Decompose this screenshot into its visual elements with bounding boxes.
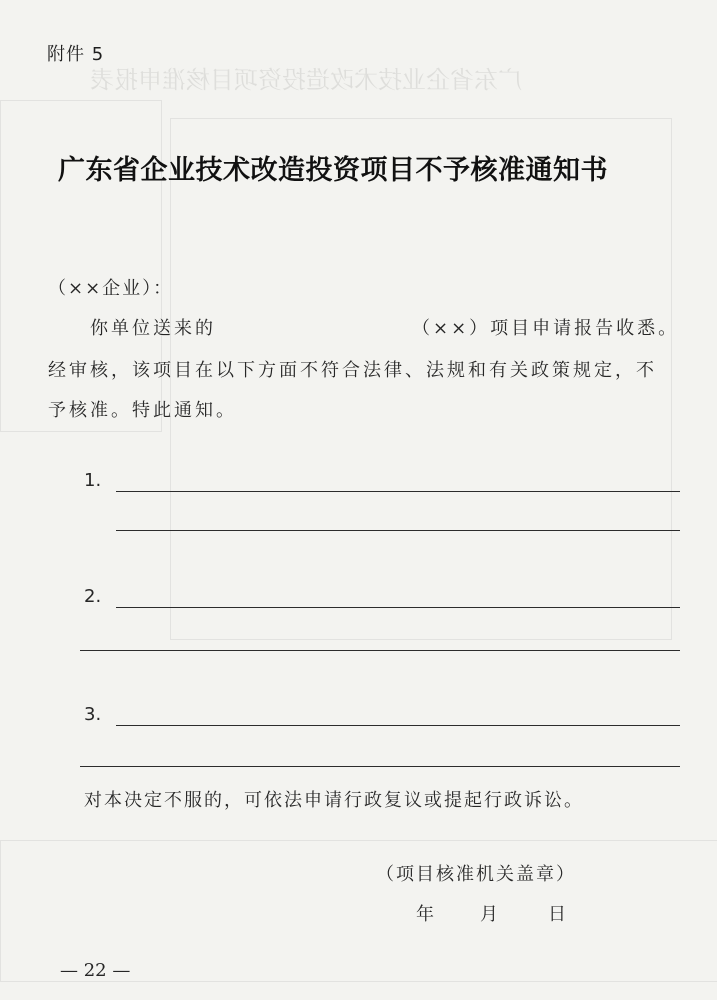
show-through-text: 广东省企业技术改造投资项目核准申报表	[90, 66, 522, 94]
fill-in-line	[80, 650, 680, 651]
seal-placeholder: （项目核准机关盖章）	[376, 864, 576, 885]
item-number-3: 3.	[84, 704, 102, 725]
appeal-notice: 对本决定不服的，可依法申请行政复议或提起行政诉讼。	[84, 790, 584, 811]
document-title: 广东省企业技术改造投资项目不予核准通知书	[58, 155, 608, 186]
fill-in-line	[80, 766, 680, 767]
fill-in-line	[116, 491, 680, 492]
item-number-2: 2.	[84, 586, 102, 607]
date-day: 日	[548, 904, 566, 925]
addressee: （××企业）：	[48, 278, 174, 299]
item-number-1: 1.	[84, 470, 102, 491]
paragraph-line-1-right: （××）项目申请报告收悉。	[412, 318, 680, 339]
attachment-label: 附件 5	[47, 44, 105, 65]
paragraph-line-3: 予核准。特此通知。	[48, 400, 237, 421]
paragraph-line-2: 经审核，该项目在以下方面不符合法律、法规和有关政策规定，不	[48, 360, 657, 381]
fill-in-line	[116, 607, 680, 608]
paragraph-line-1-left: 你单位送来的	[90, 318, 216, 339]
fill-in-line	[116, 530, 680, 531]
page-number: — 22 —	[60, 960, 131, 981]
fill-in-line	[116, 725, 680, 726]
date-month: 月	[480, 904, 498, 925]
date-year: 年	[416, 904, 434, 925]
